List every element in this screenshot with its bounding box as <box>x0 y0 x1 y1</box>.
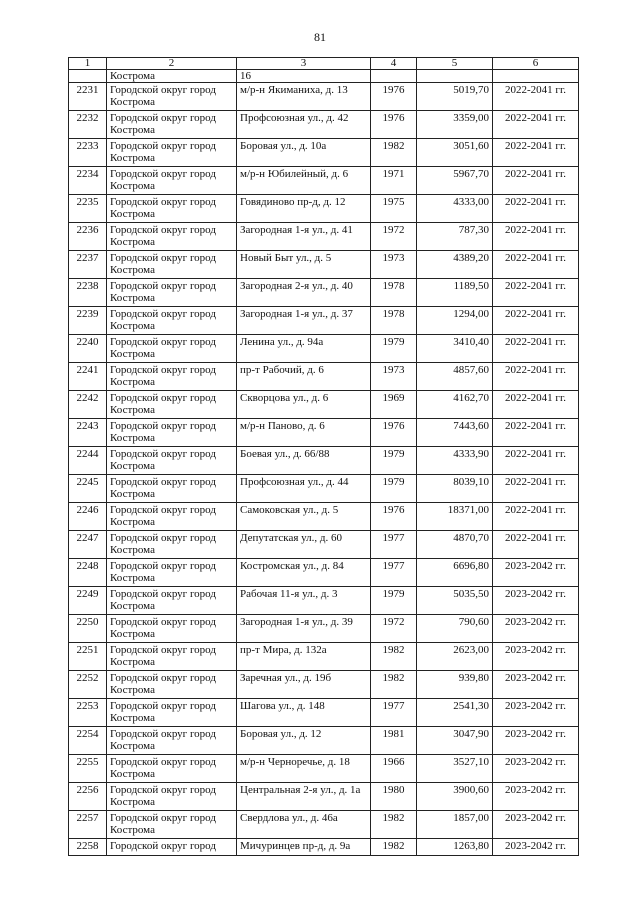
cell-address: Профсоюзная ул., д. 42 <box>237 111 371 139</box>
table-row <box>69 503 579 531</box>
cell-number: 2256 <box>69 783 107 811</box>
cell-address: Свердлова ул., д. 46а <box>237 811 371 839</box>
cell-number: 2247 <box>69 531 107 559</box>
column-number-header-row <box>69 58 579 70</box>
cell-year: 1969 <box>371 391 417 419</box>
cell-municipality: Городской округ город Кострома <box>107 587 237 615</box>
cell-number: 2254 <box>69 727 107 755</box>
cell-number: 2248 <box>69 559 107 587</box>
cell-year: 1976 <box>371 83 417 111</box>
table-row <box>69 307 579 335</box>
cell-municipality: Городской округ город Кострома <box>107 699 237 727</box>
cell-period: 2023-2042 гг. <box>493 699 579 727</box>
cell-area: 4333,00 <box>417 195 493 223</box>
cell-area: 5019,70 <box>417 83 493 111</box>
cell-area: 2541,30 <box>417 699 493 727</box>
cell-address: Ленина ул., д. 94а <box>237 335 371 363</box>
cell-municipality: Городской округ город Кострома <box>107 447 237 475</box>
cell-address: Боевая ул., д. 66/88 <box>237 447 371 475</box>
cell-municipality: Городской округ город Кострома <box>107 139 237 167</box>
cell-period: 2022-2041 гг. <box>493 279 579 307</box>
cell-address: Скворцова ул., д. 6 <box>237 391 371 419</box>
cell-year: 1966 <box>371 755 417 783</box>
cell-municipality: Городской округ город Кострома <box>107 615 237 643</box>
cell-period: 2022-2041 гг. <box>493 475 579 503</box>
cell-number: 2257 <box>69 811 107 839</box>
cell-period: 2023-2042 гг. <box>493 643 579 671</box>
cell-area: 4333,90 <box>417 447 493 475</box>
cell-address: Рабочая 11-я ул., д. 3 <box>237 587 371 615</box>
cell-year: 1978 <box>371 279 417 307</box>
cell-municipality: Городской округ город Кострома <box>107 503 237 531</box>
cell-address: 16 <box>237 70 371 83</box>
table-row <box>69 671 579 699</box>
cell-year: 1979 <box>371 335 417 363</box>
cell-period: 2022-2041 гг. <box>493 503 579 531</box>
cell-municipality: Городской округ город Кострома <box>107 671 237 699</box>
table-row <box>69 335 579 363</box>
cell-period: 2022-2041 гг. <box>493 139 579 167</box>
cell-municipality: Городской округ город Кострома <box>107 475 237 503</box>
cell-area: 4870,70 <box>417 531 493 559</box>
table-row <box>69 811 579 839</box>
cell-number: 2231 <box>69 83 107 111</box>
cell-year: 1982 <box>371 811 417 839</box>
cell-address: м/р-н Якиманиха, д. 13 <box>237 83 371 111</box>
cell-address: Центральная 2-я ул., д. 1а <box>237 783 371 811</box>
cell-municipality: Городской округ город Кострома <box>107 783 237 811</box>
cell-period: 2022-2041 гг. <box>493 111 579 139</box>
cell-number: 2235 <box>69 195 107 223</box>
cell-area: 6696,80 <box>417 559 493 587</box>
cell-year: 1982 <box>371 643 417 671</box>
table-row <box>69 755 579 783</box>
cell-number: 2234 <box>69 167 107 195</box>
cell-area: 939,80 <box>417 671 493 699</box>
cell-municipality: Городской округ город Кострома <box>107 755 237 783</box>
cell-year: 1981 <box>371 727 417 755</box>
table-row <box>69 363 579 391</box>
table-row <box>69 83 579 111</box>
cell-area <box>417 70 493 83</box>
cell-period: 2022-2041 гг. <box>493 251 579 279</box>
table-row <box>69 251 579 279</box>
cell-number: 2241 <box>69 363 107 391</box>
cell-year: 1979 <box>371 447 417 475</box>
column-header-3: 3 <box>237 58 371 70</box>
cell-year: 1973 <box>371 363 417 391</box>
cell-address: Боровая ул., д. 10а <box>237 139 371 167</box>
cell-area: 3527,10 <box>417 755 493 783</box>
cell-number: 2245 <box>69 475 107 503</box>
cell-municipality: Городской округ город Кострома <box>107 643 237 671</box>
cell-area: 1189,50 <box>417 279 493 307</box>
cell-number: 2250 <box>69 615 107 643</box>
cell-period: 2022-2041 гг. <box>493 391 579 419</box>
cell-number: 2249 <box>69 587 107 615</box>
cell-year: 1976 <box>371 503 417 531</box>
cell-year: 1977 <box>371 531 417 559</box>
cell-municipality: Городской округ город Кострома <box>107 727 237 755</box>
cell-address: Шагова ул., д. 148 <box>237 699 371 727</box>
cell-municipality: Городской округ город Кострома <box>107 223 237 251</box>
cell-year: 1982 <box>371 671 417 699</box>
cell-period: 2022-2041 гг. <box>493 447 579 475</box>
cell-period: 2023-2042 гг. <box>493 559 579 587</box>
cell-area: 1857,00 <box>417 811 493 839</box>
cell-number: 2251 <box>69 643 107 671</box>
cell-number: 2236 <box>69 223 107 251</box>
cell-number: 2233 <box>69 139 107 167</box>
cell-number <box>69 70 107 83</box>
cell-period: 2023-2042 гг. <box>493 587 579 615</box>
cell-address: м/р-н Паново, д. 6 <box>237 419 371 447</box>
cell-year <box>371 70 417 83</box>
cell-number: 2252 <box>69 671 107 699</box>
table-row <box>69 531 579 559</box>
cell-area: 3900,60 <box>417 783 493 811</box>
cell-year: 1976 <box>371 419 417 447</box>
cell-address: Костромская ул., д. 84 <box>237 559 371 587</box>
cell-period: 2022-2041 гг. <box>493 363 579 391</box>
table-row <box>69 279 579 307</box>
table-row <box>69 783 579 811</box>
cell-address: Мичуринцев пр-д, д. 9а <box>237 839 371 856</box>
cell-area: 787,30 <box>417 223 493 251</box>
cell-municipality: Городской округ город Кострома <box>107 111 237 139</box>
cell-period: 2022-2041 гг. <box>493 307 579 335</box>
cell-address: м/р-н Черноречье, д. 18 <box>237 755 371 783</box>
cell-address: Загородная 1-я ул., д. 37 <box>237 307 371 335</box>
cell-number: 2238 <box>69 279 107 307</box>
table-row <box>69 699 579 727</box>
cell-area: 8039,10 <box>417 475 493 503</box>
cell-period <box>493 70 579 83</box>
cell-address: Загородная 1-я ул., д. 41 <box>237 223 371 251</box>
cell-number: 2237 <box>69 251 107 279</box>
cell-year: 1975 <box>371 195 417 223</box>
cell-area: 3359,00 <box>417 111 493 139</box>
cell-area: 18371,00 <box>417 503 493 531</box>
cell-area: 2623,00 <box>417 643 493 671</box>
table-row <box>69 139 579 167</box>
cell-area: 1263,80 <box>417 839 493 856</box>
cell-year: 1979 <box>371 587 417 615</box>
cell-year: 1982 <box>371 139 417 167</box>
cell-number: 2255 <box>69 755 107 783</box>
cell-municipality: Городской округ город Кострома <box>107 167 237 195</box>
cell-year: 1976 <box>371 111 417 139</box>
cell-period: 2023-2042 гг. <box>493 671 579 699</box>
table-row <box>69 223 579 251</box>
cell-municipality: Городской округ город Кострома <box>107 335 237 363</box>
cell-period: 2022-2041 гг. <box>493 419 579 447</box>
cell-year: 1977 <box>371 559 417 587</box>
table-row <box>69 643 579 671</box>
cell-area: 3410,40 <box>417 335 493 363</box>
cell-year: 1971 <box>371 167 417 195</box>
cell-area: 5967,70 <box>417 167 493 195</box>
cell-municipality: Городской округ город Кострома <box>107 419 237 447</box>
cell-municipality: Городской округ город Кострома <box>107 251 237 279</box>
cell-year: 1977 <box>371 699 417 727</box>
column-header-1: 1 <box>69 58 107 70</box>
column-header-6: 6 <box>493 58 579 70</box>
cell-area: 1294,00 <box>417 307 493 335</box>
table-row <box>69 615 579 643</box>
cell-area: 5035,50 <box>417 587 493 615</box>
cell-number: 2246 <box>69 503 107 531</box>
cell-number: 2253 <box>69 699 107 727</box>
column-header-2: 2 <box>107 58 237 70</box>
cell-municipality: Городской округ город Кострома <box>107 559 237 587</box>
cell-address: м/р-н Юбилейный, д. 6 <box>237 167 371 195</box>
housing-registry-table <box>68 57 579 856</box>
cell-period: 2022-2041 гг. <box>493 223 579 251</box>
cell-municipality: Городской округ город Кострома <box>107 279 237 307</box>
page-number: 81 <box>314 30 326 44</box>
cell-number: 2242 <box>69 391 107 419</box>
cell-area: 7443,60 <box>417 419 493 447</box>
cell-address: пр-т Мира, д. 132а <box>237 643 371 671</box>
cell-period: 2023-2042 гг. <box>493 839 579 856</box>
cell-period: 2022-2041 гг. <box>493 83 579 111</box>
cell-address: Говядиново пр-д, д. 12 <box>237 195 371 223</box>
cell-period: 2023-2042 гг. <box>493 811 579 839</box>
cell-period: 2023-2042 гг. <box>493 727 579 755</box>
cell-municipality: Городской округ город <box>107 839 237 856</box>
cell-year: 1979 <box>371 475 417 503</box>
cell-number: 2244 <box>69 447 107 475</box>
continuation-row <box>69 70 579 83</box>
cell-year: 1972 <box>371 223 417 251</box>
cell-area: 4389,20 <box>417 251 493 279</box>
cell-address: Новый Быт ул., д. 5 <box>237 251 371 279</box>
cell-number: 2239 <box>69 307 107 335</box>
cell-area: 3051,60 <box>417 139 493 167</box>
table-row <box>69 111 579 139</box>
cell-period: 2023-2042 гг. <box>493 755 579 783</box>
cell-municipality: Городской округ город Кострома <box>107 811 237 839</box>
table-row <box>69 195 579 223</box>
cell-address: пр-т Рабочий, д. 6 <box>237 363 371 391</box>
cell-address: Загородная 2-я ул., д. 40 <box>237 279 371 307</box>
cell-year: 1973 <box>371 251 417 279</box>
cell-municipality: Городской округ город Кострома <box>107 363 237 391</box>
cell-year: 1978 <box>371 307 417 335</box>
cell-number: 2232 <box>69 111 107 139</box>
cell-address: Депутатская ул., д. 60 <box>237 531 371 559</box>
cell-number: 2240 <box>69 335 107 363</box>
table-row <box>69 447 579 475</box>
table-row <box>69 167 579 195</box>
table-row <box>69 419 579 447</box>
column-header-5: 5 <box>417 58 493 70</box>
table-row <box>69 587 579 615</box>
cell-municipality: Городской округ город Кострома <box>107 391 237 419</box>
cell-year: 1980 <box>371 783 417 811</box>
cell-address: Заречная ул., д. 19б <box>237 671 371 699</box>
cell-municipality: Кострома <box>107 70 237 83</box>
cell-number: 2243 <box>69 419 107 447</box>
cell-period: 2022-2041 гг. <box>493 531 579 559</box>
cell-municipality: Городской округ город Кострома <box>107 531 237 559</box>
cell-area: 4857,60 <box>417 363 493 391</box>
table-row <box>69 839 579 856</box>
cell-address: Самоковская ул., д. 5 <box>237 503 371 531</box>
cell-address: Профсоюзная ул., д. 44 <box>237 475 371 503</box>
cell-address: Загородная 1-я ул., д. 39 <box>237 615 371 643</box>
table-row <box>69 559 579 587</box>
table-row <box>69 391 579 419</box>
cell-municipality: Городской округ город Кострома <box>107 195 237 223</box>
cell-period: 2023-2042 гг. <box>493 615 579 643</box>
table-row <box>69 727 579 755</box>
cell-area: 3047,90 <box>417 727 493 755</box>
cell-period: 2023-2042 гг. <box>493 783 579 811</box>
cell-number: 2258 <box>69 839 107 856</box>
cell-period: 2022-2041 гг. <box>493 167 579 195</box>
cell-municipality: Городской округ город Кострома <box>107 83 237 111</box>
cell-address: Боровая ул., д. 12 <box>237 727 371 755</box>
cell-area: 790,60 <box>417 615 493 643</box>
cell-municipality: Городской округ город Кострома <box>107 307 237 335</box>
column-header-4: 4 <box>371 58 417 70</box>
cell-year: 1972 <box>371 615 417 643</box>
cell-period: 2022-2041 гг. <box>493 195 579 223</box>
table-row <box>69 475 579 503</box>
cell-period: 2022-2041 гг. <box>493 335 579 363</box>
cell-year: 1982 <box>371 839 417 856</box>
cell-area: 4162,70 <box>417 391 493 419</box>
